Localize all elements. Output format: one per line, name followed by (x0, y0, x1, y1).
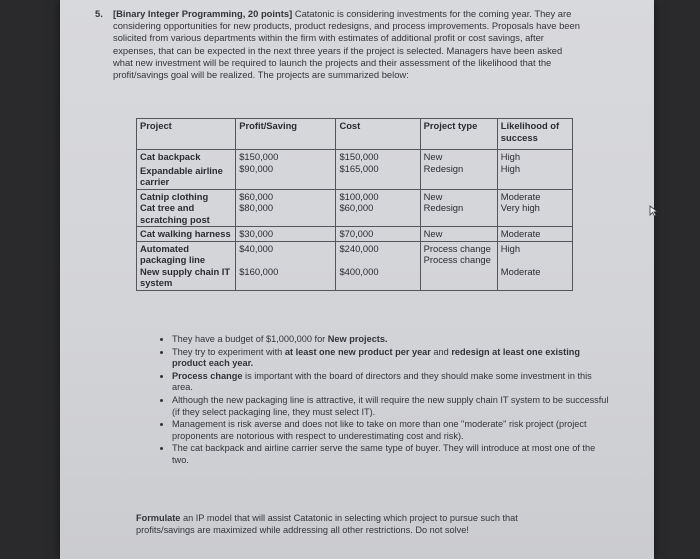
cell-type: Process change Process change (420, 241, 497, 290)
header-profit: Profit/Saving (236, 119, 336, 150)
table-row (137, 189, 573, 227)
cell-likelihood: Moderate Very high (497, 189, 572, 227)
cell-project: Cat walking harness (137, 227, 236, 242)
question-heading: [Binary Integer Programming, 20 points] (113, 8, 293, 19)
cell-cost: $240,000 $400,000 (336, 241, 420, 290)
list-item: • Although the new packaging line is attractive, it will require the new supply chain IT system to be successful (if they select packaging line, they must select IT). (172, 395, 612, 418)
list-item: • Process change is important with the board of directors and they should make some investment in this area. (172, 371, 612, 394)
table-row (137, 227, 573, 242)
header-project-type: Project type (420, 119, 497, 150)
cell-likelihood: High High (497, 150, 572, 190)
cell-profit: $40,000 $160,000 (236, 241, 336, 290)
mouse-pointer-icon (649, 204, 659, 222)
cell-profit: $150,000 $90,000 (236, 150, 336, 190)
cell-cost: $150,000 $165,000 (336, 150, 420, 190)
cell-likelihood: High Moderate (497, 241, 572, 290)
projects-table (136, 118, 573, 291)
cell-profit: $60,000 $80,000 (236, 189, 336, 227)
cell-type: New (420, 227, 497, 242)
cell-type: New Redesign (420, 150, 497, 190)
document-page (60, 0, 654, 559)
list-item: • They try to experiment with at least one new product per year and redesign at least one existing product each year. (172, 347, 612, 370)
cell-profit: $30,000 (236, 227, 336, 242)
table-row (137, 241, 573, 290)
list-item: • They have a budget of $1,000,000 for New projects. (172, 334, 612, 346)
cell-likelihood: Moderate (497, 227, 572, 242)
cell-cost: $70,000 (336, 227, 420, 242)
question-number: 5. (95, 8, 103, 19)
question-text (95, 8, 583, 81)
question-intro: Catatonic is considering investments for the coming year. They are considering opportunities for new products, product redesigns, and process improvements. Proposals have been solicited from various departments within the firm with estimates of additional profit or cost savings, after expenses, that can be expected in the next three years if the project is selected. Managers have been asked what new investment will be required to launch the projects and their assessment of the likelihood that the profit/savings goal will be realized. The projects are summarized below: (113, 8, 580, 81)
cell-type: New Redesign (420, 189, 497, 227)
header-cost: Cost (336, 119, 420, 150)
constraints-list (154, 334, 612, 468)
list-item: • The cat backpack and airline carrier serve the same type of buyer. They will introduce at most one of the two. (172, 443, 612, 466)
formulate-instruction: Formulate an IP model that will assist Catatonic in selecting which project to pursue such that profits/savings are maximized while addressing all other restrictions. Do not solve! (136, 513, 518, 535)
table-row (137, 150, 573, 190)
cell-project: Cat backpack Expandable airline carrier (137, 150, 236, 190)
cell-project: Automated packaging line New supply chain IT system (137, 241, 236, 290)
cell-project: Catnip clothing Cat tree and scratching post (137, 189, 236, 227)
table-header-row (137, 119, 573, 150)
header-likelihood: Likelihood of success (497, 119, 572, 150)
cell-cost: $100,000 $60,000 (336, 189, 420, 227)
header-project: Project (137, 119, 236, 150)
list-item: • Management is risk averse and does not like to take on more than one "moderate" risk project (project proponents are notorious with respect to underestimating cost and risk). (172, 419, 612, 442)
